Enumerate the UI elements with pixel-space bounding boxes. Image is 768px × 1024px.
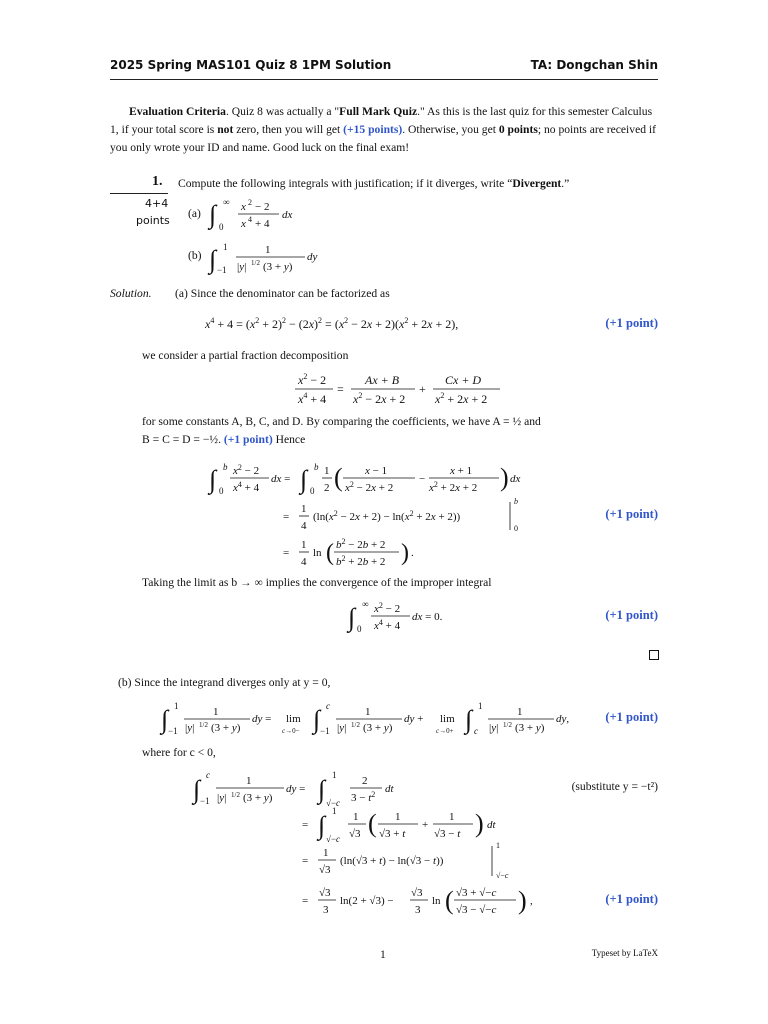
svg-text:1: 1 — [353, 811, 359, 823]
svg-text:1: 1 — [223, 242, 228, 252]
svg-text:,: , — [530, 895, 533, 907]
svg-text:dt: dt — [487, 819, 496, 831]
svg-text:dx: dx — [510, 473, 521, 485]
svg-text:√3: √3 — [411, 887, 423, 899]
svg-text:x: x — [241, 201, 246, 213]
svg-text:b2 − 2b + 2: $b^2 - 2b + 2$ — [336, 537, 386, 551]
svg-text:): ) — [475, 809, 484, 838]
svg-text:∞: ∞ — [362, 599, 369, 609]
svg-text:√3 − t: √3 − t — [434, 828, 461, 840]
svg-text:x − 1: x − 1 — [365, 465, 388, 477]
svg-text:1: 1 — [332, 770, 337, 780]
svg-text:0: 0 — [219, 222, 224, 232]
partial-fraction-text: we consider a partial fraction decomposition — [142, 349, 349, 362]
svg-text:∫: ∫ — [209, 245, 217, 274]
svg-text:1: 1 — [213, 706, 219, 718]
split-limit-equation — [158, 698, 588, 742]
substitution-note: (substitute y = −t²) — [571, 780, 658, 793]
substitution-computation — [190, 766, 550, 924]
svg-text:1: 1 — [496, 841, 500, 850]
svg-text:+: + — [419, 382, 426, 396]
svg-text:b: b — [223, 462, 228, 472]
solution-b-intro: (b) Since the integrand diverges only at y = 0, — [118, 676, 331, 689]
page-number: 1 — [380, 948, 386, 961]
svg-text:∫: ∫ — [300, 465, 308, 494]
svg-text:1: 1 — [301, 539, 307, 551]
svg-text:1: 1 — [332, 806, 337, 816]
integral-computation — [205, 458, 525, 570]
svg-text:b: b — [314, 462, 319, 472]
evaluation-criteria: Evaluation Criteria. Quiz 8 was actually a "Full Mark Quiz." As this is the last quiz for this semester Calculus 1, if your total score is not zero, then you will get (+15 points). Otherwise, you get 0 points; no points are received if you only wrote your ID and name. Good luck on the final exam! — [110, 105, 656, 154]
svg-text:dy =: dy = — [286, 783, 306, 795]
svg-text:lim: lim — [440, 713, 455, 725]
svg-text:∫: ∫ — [318, 811, 326, 840]
svg-text:x2 − 2: $x^2 - 2$ — [374, 601, 401, 615]
svg-text:(3 + y): (3 + y) — [515, 722, 545, 734]
svg-text:c→0+: c→0+ — [436, 727, 454, 735]
svg-text:0: 0 — [357, 624, 362, 634]
svg-text:+: + — [422, 819, 429, 831]
partial-fraction-equation — [295, 370, 515, 410]
solution-a-intro: (a) Since the denominator can be factorized as — [175, 287, 390, 300]
svg-text:+ 4: + 4 — [255, 218, 270, 230]
svg-text:2: 2 — [324, 482, 330, 494]
svg-text:x2 − 2x + 2: $x^2 - 2x + 2$ — [345, 480, 394, 494]
svg-text:√3: √3 — [349, 828, 361, 840]
svg-text:.: . — [411, 547, 414, 559]
svg-text:): ) — [518, 886, 527, 915]
svg-text:Cx + D: Cx + D — [445, 373, 482, 387]
svg-text:3: 3 — [323, 904, 329, 916]
svg-text:∫: ∫ — [465, 705, 473, 734]
svg-text:√3 + t: √3 + t — [379, 828, 406, 840]
svg-text:dy,: dy, — [556, 713, 570, 725]
svg-text:|y|: |y| — [185, 722, 195, 734]
problem-rule — [110, 193, 168, 194]
svg-text:−1: −1 — [217, 265, 227, 275]
svg-text:b: b — [514, 497, 518, 506]
svg-text:x + 1: x + 1 — [450, 465, 473, 477]
part-b-label: (b) — [188, 249, 202, 262]
svg-text:√−c: √−c — [496, 871, 509, 880]
svg-text:x2 + 2x + 2: $x^2 + 2x + 2$ — [429, 480, 478, 494]
svg-text:4: 4 — [248, 215, 252, 224]
svg-text:=: = — [302, 895, 309, 907]
svg-text:|y|: |y| — [337, 722, 347, 734]
svg-text:1: 1 — [265, 244, 271, 256]
svg-text:1/2: 1/2 — [231, 791, 240, 799]
svg-text:1/2: 1/2 — [199, 721, 208, 729]
solution-label: Solution. — [110, 287, 152, 300]
problem-number: 1. — [152, 174, 163, 189]
svg-text:ln(2 + √3) −: ln(2 + √3) − — [340, 895, 394, 907]
criteria-heading: Evaluation Criteria — [129, 105, 226, 118]
svg-text:∞: ∞ — [223, 197, 230, 207]
svg-text:∫: ∫ — [209, 465, 217, 494]
qed-box — [649, 650, 659, 660]
point-award-3: (+1 point) — [605, 507, 658, 521]
svg-text:1: 1 — [324, 465, 330, 477]
svg-text:c: c — [326, 701, 330, 711]
svg-text:0: 0 — [514, 524, 518, 533]
svg-text:ln: ln — [432, 895, 441, 907]
svg-text:lim: lim — [286, 713, 301, 725]
svg-text:dy: dy — [307, 251, 318, 263]
factorization-equation — [200, 312, 540, 336]
svg-text:∫: ∫ — [161, 705, 169, 734]
header-rule — [110, 79, 658, 80]
svg-text:x2 − 2x + 2: $x^2 - 2x + 2$ — [353, 391, 406, 406]
svg-text:∫: ∫ — [313, 705, 321, 734]
point-award-1: (+1 point) — [605, 316, 658, 330]
problem-points: 4+4 — [145, 197, 169, 210]
svg-text:c: c — [206, 770, 210, 780]
svg-text:1: 1 — [517, 706, 523, 718]
limit-text: Taking the limit as b → ∞ implies the convergence of the improper integral — [142, 576, 492, 589]
svg-text:dy =: dy = — [252, 713, 272, 725]
svg-text:c: c — [474, 726, 478, 736]
svg-text:(3 + y): (3 + y) — [211, 722, 241, 734]
svg-text:√3 + √−c: √3 + √−c — [456, 887, 497, 899]
where-text: where for c < 0, — [142, 746, 216, 759]
svg-text:−1: −1 — [320, 726, 330, 736]
svg-text:=: = — [283, 547, 290, 559]
svg-text:√3: √3 — [319, 864, 331, 876]
svg-text:4: 4 — [301, 520, 307, 532]
svg-text:x4 + 4: $x^4 + 4$ — [233, 480, 260, 494]
point-award-2: (+1 point) — [223, 433, 273, 446]
svg-text:∫: ∫ — [193, 775, 201, 804]
full-mark-label: Full Mark Quiz — [339, 105, 418, 118]
svg-text:2: 2 — [362, 775, 368, 787]
svg-text:x: x — [241, 218, 246, 230]
svg-text:(: ( — [368, 809, 377, 838]
svg-text:∫: ∫ — [209, 200, 217, 229]
svg-text:1: 1 — [323, 847, 329, 859]
svg-text:(: ( — [334, 463, 343, 492]
svg-text:−1: −1 — [168, 726, 178, 736]
svg-text:√−c: √−c — [326, 834, 341, 844]
svg-text:|y|: |y| — [217, 792, 227, 804]
svg-text:∫: ∫ — [348, 603, 356, 632]
svg-text:√3: √3 — [319, 887, 331, 899]
svg-text:1/2: 1/2 — [251, 259, 260, 267]
svg-text:dx: dx — [282, 209, 293, 221]
svg-text:4: 4 — [301, 556, 307, 568]
svg-text:0: 0 — [219, 486, 224, 496]
svg-text:x4 + 4: $x^4 + 4$ — [374, 618, 401, 632]
point-award-5: (+1 point) — [605, 710, 658, 724]
svg-text:dx =: dx = — [271, 473, 291, 485]
svg-text:): ) — [401, 540, 409, 566]
svg-text:√3 − √−c: √3 − √−c — [456, 904, 497, 916]
svg-text:1: 1 — [246, 775, 252, 787]
svg-text:c→0−: c→0− — [282, 727, 300, 735]
svg-text:(3 + y): (3 + y) — [363, 722, 393, 734]
svg-text:dt: dt — [385, 783, 394, 795]
svg-text:1: 1 — [449, 811, 455, 823]
typeset-note: Typeset by LaTeX — [591, 948, 658, 958]
svg-text:1: 1 — [301, 503, 307, 515]
svg-text:(: ( — [326, 540, 334, 566]
svg-text:dx = 0.: dx = 0. — [412, 611, 443, 623]
coefficient-text: for some constants A, B, C, and D. By comparing the coefficients, we have A = ½ and B = C = D = −½. (+1 point) Hence — [142, 415, 541, 446]
svg-text:√−c: √−c — [326, 798, 341, 808]
part-a-label: (a) — [188, 207, 201, 220]
svg-text:|y|: |y| — [237, 261, 247, 273]
svg-text:(ln(x2 − 2x + 2) − ln(x2 + 2x: $(\ln(x^2 - 2x + 2) - \ln(x^2 + 2x + 2))$ — [313, 509, 461, 523]
svg-text:1: 1 — [365, 706, 371, 718]
svg-text:x2 + 2x + 2: $x^2 + 2x + 2$ — [435, 391, 488, 406]
point-award-6: (+1 point) — [605, 892, 658, 906]
svg-text:x4 + 4: $x^4 + 4$ — [298, 391, 327, 406]
svg-text:3: 3 — [415, 904, 421, 916]
svg-text:1: 1 — [174, 701, 179, 711]
convergent-integral — [345, 596, 465, 638]
svg-text:Ax + B: Ax + B — [365, 373, 400, 387]
svg-text:−1: −1 — [200, 796, 210, 806]
svg-text:3 − t2: $3 - t^2$ — [351, 790, 376, 804]
svg-text:−: − — [419, 473, 426, 485]
svg-text:(ln(√3 + t) − ln(√3 − t)): (ln(√3 + t) − ln(√3 − t)) — [340, 855, 444, 867]
svg-text:dy +: dy + — [404, 713, 424, 725]
problem-statement: Compute the following integrals with justification; if it diverges, write “Divergent.” — [178, 177, 570, 190]
problem-integrals — [205, 196, 345, 276]
svg-text:): ) — [500, 463, 509, 492]
svg-text:2: 2 — [248, 198, 252, 207]
document-title: 2025 Spring MAS101 Quiz 8 1PM Solution — [110, 58, 392, 72]
svg-text:=: = — [302, 855, 309, 867]
svg-text:(3 + y): (3 + y) — [263, 261, 293, 273]
svg-text:(: ( — [445, 886, 454, 915]
svg-text:x2 − 2: $x^2 - 2$ — [298, 372, 327, 387]
svg-text:1/2: 1/2 — [503, 721, 512, 729]
svg-text:x4 + 4 = (x2 + 2)2 − (2x)2 = (: $x^4 + 4 = (x^2 + 2)^2 - (2x)^2 = (x^2 - 2x + 2)(x^2 + 2x + 2)$, — [205, 316, 459, 331]
svg-text:=: = — [283, 511, 290, 523]
svg-text:∫: ∫ — [318, 775, 326, 804]
ta-name: TA: Dongchan Shin — [530, 58, 658, 72]
svg-text:=: = — [337, 382, 344, 396]
svg-text:1/2: 1/2 — [351, 721, 360, 729]
svg-text:b2 + 2b + 2: $b^2 + 2b + 2$ — [336, 554, 386, 568]
svg-text:1: 1 — [395, 811, 401, 823]
problem-points-label: points — [136, 214, 170, 227]
svg-text:1: 1 — [478, 701, 483, 711]
point-award-4: (+1 point) — [605, 608, 658, 622]
bonus-points: (+15 points) — [343, 123, 403, 136]
svg-text:− 2: − 2 — [255, 201, 270, 213]
svg-text:|y|: |y| — [489, 722, 499, 734]
svg-text:x2 − 2: $x^2 - 2$ — [233, 463, 260, 477]
svg-text:ln: ln — [313, 547, 322, 559]
svg-text:(3 + y): (3 + y) — [243, 792, 273, 804]
svg-text:0: 0 — [310, 486, 315, 496]
svg-text:=: = — [302, 819, 309, 831]
